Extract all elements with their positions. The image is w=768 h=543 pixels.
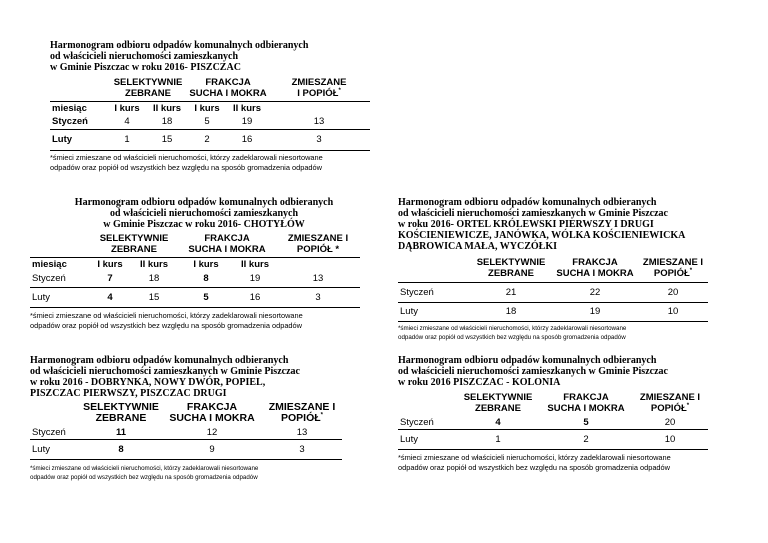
month-february: Luty xyxy=(400,433,418,445)
cell: 9 xyxy=(209,443,215,455)
cell: 13 xyxy=(312,273,324,285)
header-row xyxy=(30,231,360,257)
table-row xyxy=(50,115,370,129)
cell: 8 xyxy=(203,273,209,285)
cell: 19 xyxy=(249,273,261,285)
table-row xyxy=(30,439,342,459)
course-1-label: I kurs xyxy=(193,258,219,270)
month-february: Luty xyxy=(32,443,50,455)
header-fraction: FRAKCJA SUCHA I MOKRA xyxy=(169,401,255,424)
schedule-table xyxy=(30,399,342,460)
header-mixed: ZMIESZANE I POPIÓŁ* xyxy=(268,401,336,424)
footnote: *śmieci zmieszane od właścicieli nieruchomości, którzy zadeklarowali niesortowane odpadów oraz popiół od wszystkich bez względu na sposób gromadzenia odpadów xyxy=(398,452,671,472)
table-row xyxy=(398,302,708,321)
month-january: Styczeń xyxy=(32,273,66,285)
course-row xyxy=(30,257,360,271)
course-1-label: I kurs xyxy=(114,102,140,114)
cell: 12 xyxy=(206,427,218,439)
header-mixed: ZMIESZANE I POPIÓŁ* xyxy=(642,256,704,279)
table-row xyxy=(398,429,708,449)
cell: 13 xyxy=(313,116,325,128)
header-selective: SELEKTYWNIE ZEBRANE xyxy=(99,232,169,255)
header-mixed: ZMIESZANE I POPIÓŁ* xyxy=(291,76,347,99)
schedule-title: Harmonogram odbioru odpadów komunalnych odbieranych od właścicieli nieruchomości zamieszkanych w Gminie Piszczac w roku 2016 PISZCZAC - KOLONIA xyxy=(398,355,668,388)
month-january: Styczeń xyxy=(32,427,66,439)
header-selective: SELEKTYWNIE ZEBRANE xyxy=(463,392,533,414)
table-row xyxy=(398,417,708,429)
course-2-label: II kurs xyxy=(153,102,181,114)
schedule-title: Harmonogram odbioru odpadów komunalnych odbieranych od właścicieli nieruchomości zamieszkanych w Gminie Piszczac w roku 2016- ORTEL KRÓLEWSKI PIERWSZY I DRUGI KOŚCIENIEWICZE, JANÓWKA, WÓLKA KOŚCIENIEWICKA DĄBROWICA MAŁA, WYCZÓŁKI xyxy=(398,197,686,252)
cell: 1 xyxy=(495,433,501,445)
header-fraction: FRAKCJA SUCHA I MOKRA xyxy=(547,392,625,414)
month-february: Luty xyxy=(400,306,418,317)
header-fraction: FRAKCJA SUCHA I MOKRA xyxy=(556,256,634,279)
header-row xyxy=(398,254,708,282)
cell: 4 xyxy=(495,417,501,429)
cell: 3 xyxy=(316,134,322,145)
cell: 10 xyxy=(664,433,676,445)
footnote: *śmieci zmieszane od właścicieli nieruchomości, którzy zadeklarowali niesortowane odpadów oraz popiół od wszystkich bez względu na sposób gromadzenia odpadów xyxy=(398,324,627,341)
cell: 19 xyxy=(241,116,253,128)
header-row xyxy=(398,389,708,417)
schedule-table xyxy=(30,231,360,308)
table-row xyxy=(30,287,360,307)
header-row xyxy=(30,399,342,427)
cell: 3 xyxy=(299,443,305,455)
cell: 4 xyxy=(124,116,130,128)
cell: 5 xyxy=(583,417,589,429)
cell: 8 xyxy=(118,443,124,455)
schedule-dobrynka xyxy=(30,355,370,482)
schedule-piszczac xyxy=(50,40,370,173)
month-january: Styczeń xyxy=(400,286,434,298)
course-1-label: I kurs xyxy=(97,258,123,270)
cell: 13 xyxy=(296,427,308,439)
month-january: Styczeń xyxy=(52,116,88,128)
month-january: Styczeń xyxy=(400,417,434,429)
cell: 15 xyxy=(161,134,173,145)
cell: 5 xyxy=(203,291,209,303)
course-row xyxy=(50,101,370,115)
month-february: Luty xyxy=(52,134,73,145)
table-row xyxy=(50,129,370,150)
header-row xyxy=(50,75,370,101)
header-fraction: FRAKCJA SUCHA I MOKRA xyxy=(189,76,267,99)
cell: 19 xyxy=(589,306,601,317)
schedule-title: Harmonogram odbioru odpadów komunalnych odbieranych od właścicieli nieruchomości zamieszkanych w Gminie Piszczac w roku 2016- PISZCZAC xyxy=(50,40,309,73)
cell: 16 xyxy=(249,291,261,303)
schedule-table xyxy=(398,389,708,450)
header-selective: SELEKTYWNIE ZEBRANE xyxy=(83,401,159,424)
cell: 10 xyxy=(667,306,679,317)
schedule-ortel-krolewski xyxy=(398,197,738,342)
cell: 2 xyxy=(583,433,589,445)
table-row xyxy=(30,427,342,439)
table-row xyxy=(398,282,708,302)
cell: 1 xyxy=(124,134,130,145)
header-selective: SELEKTYWNIE ZEBRANE xyxy=(476,256,546,279)
cell: 18 xyxy=(505,306,517,317)
cell: 11 xyxy=(115,427,127,439)
header-selective: SELEKTYWNIE ZEBRANE xyxy=(113,76,183,99)
month-label: miesiąc xyxy=(52,102,87,114)
cell: 22 xyxy=(589,286,601,298)
cell: 18 xyxy=(161,116,173,128)
cell: 7 xyxy=(107,273,113,285)
course-2-label: II kurs xyxy=(241,258,269,270)
footnote: *śmieci zmieszane od właścicieli nieruchomości, którzy zadeklarowali niesortowane odpadów oraz popiół od wszystkich bez względu na sposób gromadzenia odpadów xyxy=(50,152,323,172)
header-fraction: FRAKCJA SUCHA I MOKRA xyxy=(188,232,266,255)
course-2-label: II kurs xyxy=(233,102,261,114)
header-mixed: ZMIESZANE I POPIÓŁ* xyxy=(639,392,701,414)
schedule-piszczac-kolonia xyxy=(398,355,738,473)
cell: 2 xyxy=(204,134,210,145)
cell: 5 xyxy=(204,116,210,128)
schedule-table xyxy=(50,75,370,151)
schedule-title: Harmonogram odbioru odpadów komunalnych odbieranych od właścicieli nieruchomości zamieszkanych w Gminie Piszczac w roku 2016 - DOBRYNKA, NOWY DWÓR, POPIEL, PISZCZAC PIERWSZY, PISZCZAC DRUGI xyxy=(30,355,300,399)
cell: 15 xyxy=(148,291,160,303)
cell: 20 xyxy=(664,417,676,429)
footnote: *śmieci zmieszane od właścicieli nieruchomości, którzy zadeklarowali niesortowane odpadów oraz popiół od wszystkich bez względu na sposób gromadzenia odpadów xyxy=(30,310,303,330)
table-row xyxy=(30,271,360,287)
cell: 21 xyxy=(505,286,517,298)
course-2-label: II kurs xyxy=(140,258,168,270)
cell: 18 xyxy=(148,273,160,285)
cell: 3 xyxy=(315,291,321,303)
schedule-table xyxy=(398,254,708,322)
cell: 20 xyxy=(667,286,679,298)
schedule-title: Harmonogram odbioru odpadów komunalnych odbieranych od właścicieli nieruchomości zamieszkanych w Gminie Piszczac w roku 2016- CHOTYŁÓW xyxy=(74,197,334,230)
month-february: Luty xyxy=(32,291,50,303)
cell: 4 xyxy=(107,291,113,303)
header-mixed: ZMIESZANE I POPIÓŁ * xyxy=(287,232,349,255)
footnote: *śmieci zmieszane od właścicieli nieruchomości, którzy zadeklarowali niesortowane odpadów oraz popiół od wszystkich bez względu na sposób gromadzenia odpadów xyxy=(30,464,259,481)
schedule-chotylow xyxy=(30,197,370,331)
course-1-label: I kurs xyxy=(194,102,220,114)
month-label: miesiąc xyxy=(32,258,67,270)
cell: 16 xyxy=(241,134,253,145)
